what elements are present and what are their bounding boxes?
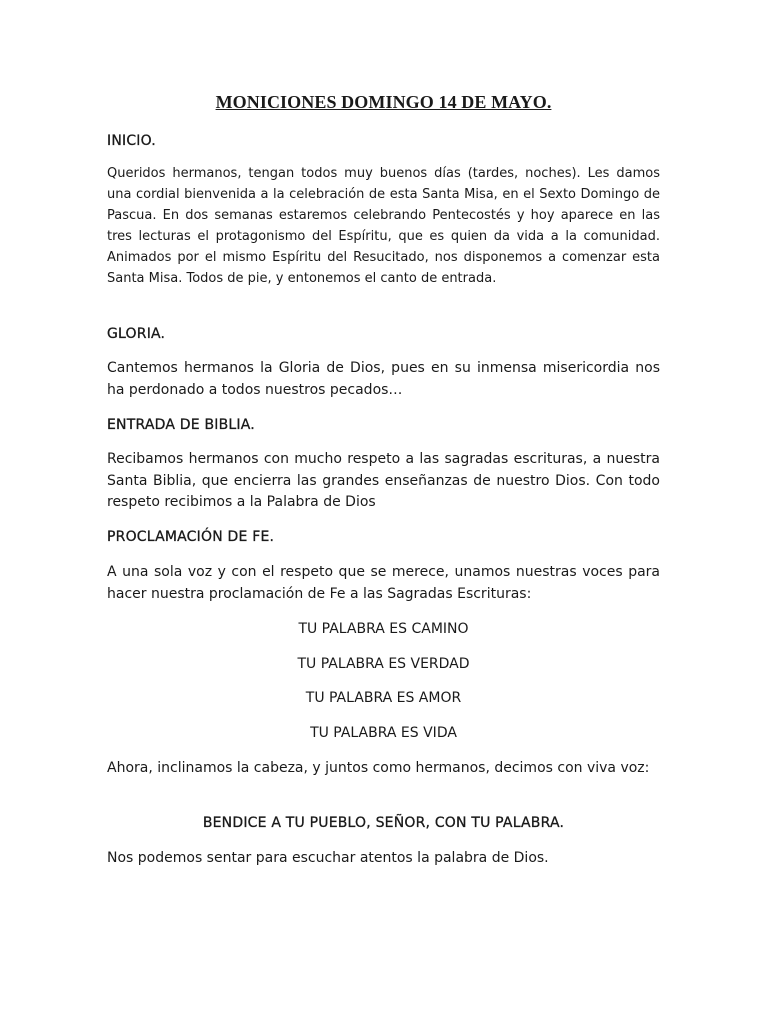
paragraph-entrada-biblia: Recibamos hermanos con mucho respeto a las sagradas escrituras, a nuestra Santa Biblia, que encierra las grandes enseñanzas de nuestro Dios. Con todo respeto recibimos a la Palabra de Dios [107, 451, 660, 510]
heading-inicio: INICIO. [107, 133, 156, 149]
paragraph-inclinamos: Ahora, inclinamos la cabeza, y juntos como hermanos, decimos con viva voz: [107, 760, 650, 776]
response-line: BENDICE A TU PUEBLO, SEÑOR, CON TU PALABRA. [202, 815, 565, 831]
proclamation-line: TU PALABRA ES AMOR [305, 690, 462, 706]
paragraph-proclamacion-fe: A una sola voz y con el respeto que se merece, unamos nuestras voces para hacer nuestra proclamación de Fe a las Sagradas Escrituras: [107, 564, 660, 602]
paragraph-closing: Nos podemos sentar para escuchar atentos la palabra de Dios. [107, 850, 549, 866]
proclamation-line: TU PALABRA ES VIDA [310, 725, 457, 741]
heading-entrada-biblia: ENTRADA DE BIBLIA. [107, 417, 255, 433]
heading-proclamacion-fe: PROCLAMACIÓN DE FE. [107, 529, 275, 545]
paragraph-gloria: Cantemos hermanos la Gloria de Dios, pues en su inmensa misericordia nos ha perdonado a todos nuestros pecados… [107, 360, 660, 398]
proclamation-line: TU PALABRA ES VERDAD [297, 656, 470, 672]
heading-gloria: GLORIA. [107, 326, 166, 342]
proclamation-line: TU PALABRA ES CAMINO [298, 621, 469, 637]
document-title: MONICIONES DOMINGO 14 DE MAYO. [215, 92, 552, 112]
paragraph-inicio: Queridos hermanos, tengan todos muy buenos días (tardes, noches). Les damos una cordial bienvenida a la celebración de esta Santa Misa, en el Sexto Domingo de Pascua. En dos semanas estaremos celebrando Pentecostés y hoy aparece en las tres lecturas el protagonismo del Espíritu, que es quien da vida a la comunidad. Animados por el mismo Espíritu del Resucitado, nos disponemos a comenzar esta Santa Misa. Todos de pie, y entonemos el canto de entrada. [107, 166, 660, 286]
